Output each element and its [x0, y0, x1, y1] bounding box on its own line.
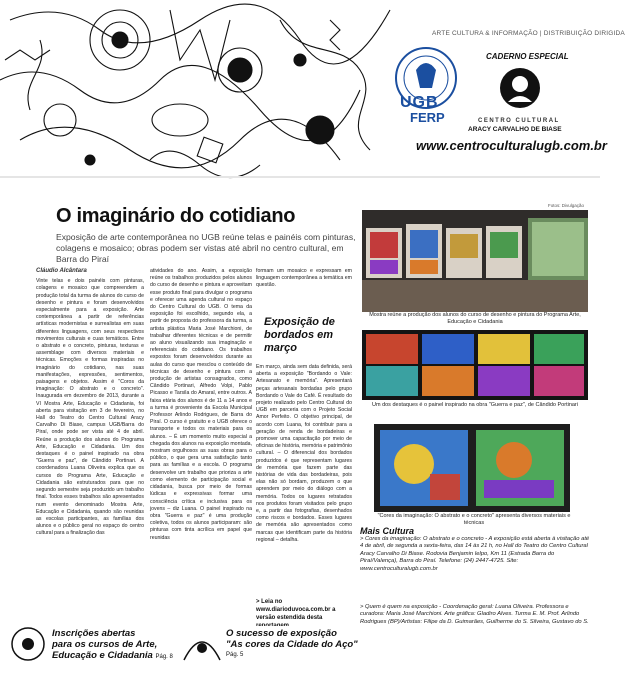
- photo-caption: "Cores da imaginação: O abstrato e o concreto" apresenta diversos materiais e técnicas: [377, 513, 571, 526]
- read-more-link[interactable]: > Leia no www.diarioduvoca.com.br a versão estendida desta: [256, 599, 336, 621]
- centro-cultural-logo: [498, 66, 542, 110]
- promo-cursos[interactable]: Inscrições abertas para os cursos de Arte, Educação e Cidadania Pág. 8: [52, 628, 173, 661]
- page-ref: Pág. 5: [226, 652, 244, 658]
- ferp-wordmark: FERP: [410, 110, 445, 125]
- article-deck: Exposição de arte contemporânea no UGB reúne telas e painéis com pinturas, colagens e mosaico; obras podem ser vistas até abril no centro cultural, em Barra do Piraí: [56, 232, 356, 264]
- mais-cultura-item: > Quem é quem na exposição - Coordenação geral: Luana Oliveira. Professora e curadora: Maria José Marchioni. Arte gráfica: Gladiro Alves. Turma E. M. Prof. Arlindo Rodrigues (BP)/Artistas: Filipe da D. Guimarães, Guilherme do S. Silveira, Gustavo do S.: [360, 604, 589, 625]
- ugb-wordmark: UGB: [400, 94, 439, 111]
- mais-cultura-item: > Cores da imaginação: O abstrato e o concreto - A exposição está aberta à visitação até 4 de abril, de segunda a sexta-feira, das 14 às 21 h, no Hall do Teatro do Centro Cultural Aracy Carvalho Di Biase. Rodovia Benjamin Ielpo, Km 11 (Estrada Barra do Piraí/Valença), Barra do Piraí. Telefone: (24) 2447-4725. Site: www.centroculturalugb.com.br: [360, 536, 590, 572]
- exhibition-photo: [362, 210, 588, 312]
- section-label: CADERNO ESPECIAL: [486, 52, 569, 61]
- footer-doodle-left: [4, 620, 52, 668]
- mosaic-panel-photo: [362, 330, 588, 400]
- centro-cultural-title: CENTRO CULTURAL: [478, 118, 560, 124]
- author-byline: Cláudio Alcântara: [36, 268, 87, 274]
- promo-exposicao[interactable]: O sucesso de exposição "As cores da Cidade do Aço" Pág. 5: [226, 628, 358, 661]
- article-column-3b: [256, 364, 352, 544]
- painting-photo: [374, 424, 570, 512]
- article-column-1: [36, 268, 144, 538]
- photo-caption: Mostra reúne a produção dos alunos do curso de desenho e pintura do Programa Arte, Educação e Cidadania: [369, 312, 581, 325]
- article-title: O imaginário do cotidiano: [56, 205, 296, 227]
- top-strip: ARTE CULTURA & INFORMAÇÃO | DISTRIBUIÇÃO DIRIGIDA: [432, 30, 625, 37]
- header-divider: [0, 176, 600, 178]
- article-text: Vinte telas e dois painéis com pinturas, colagens e mosaico que compreendem a produção total da turma de alunos do curso de desenho e pintura e foram desenvolvidos especialmente para a exposição. Arte contemporânea a partir de referências artísticas modernistas e surrealistas em suas diferentes linguagens, com seus respectivos movimentos culturais e cuas temáticos. Entre o abstrato e o concreto, pinturas, texturas e assemblage com diversos materiais e técnicas. Emoções e formas inspiradas no imaginário do cotidiano, nas suas manifestações, expressões, sentimentos, paisagens e objetos. Assim é "Coros da imaginação: O abstrato e o concreto". Inaugurada em dezembro de 2013, durante a VI Mostra Arte, Educação e Cidadania, foi aberta para visitação em 3 de fevereiro, no Hall do Teatro do Centro Cultural Aracy Carvalho Di Biase, campus UGB/Barra do Piraí, onde pode ser vista até 4 de abril. Reúne a produção dos alunos do Programa Arte, Educação e Cidadania. Um dos destaques é o painel inspirado na obra "Guerra e paz", de Cândido Portinari. A coordenadora Luana Oliveira explica que os cursos do Programa Arte, Educação e Cidadania são estruturados para que no segundo semestre seja produzido um trabalho final. Todos esses trabalhos são apresentados num evento denominado Mostra Arte, Educação e Cidadania, quando são reunidas as escolas participantes, as famílias dos alunos e o público geral no espaço do centro cultural para a finalização das: [36, 278, 144, 537]
- doodle-artwork: [0, 0, 420, 178]
- mais-cultura-heading: Mais Cultura: [360, 526, 415, 536]
- centro-cultural-name: ARACY CARVALHO DE BIASE: [468, 126, 562, 133]
- footer-doodle-mid: [178, 620, 226, 668]
- photo-credit: Fotos: Divulgação: [548, 203, 585, 208]
- article-column-2: [150, 268, 252, 542]
- page-ref: Pág. 8: [155, 654, 173, 660]
- article-text: Em março, ainda sem data definida, será aberta a exposição "Bordando o Vale: Artesanato e memória". Apresentará peças artesanais bordadas pelo grupo Bordando o Vale do Café. É resultado do projeto realizado pelo Centro Cultural do UGB em parceria com o Projeto Social Amor Perfeito. O objetivo principal, de acordo com Luana, foi contribuir para a geração de renda de bordadeiras e promover uma capacitação por meio de oficinas de história, memória e patrimônio cultural. – O diferencial dos bordados produzidos é que representam lugares de memória que fazem parte das histórias de vida das bordadeiras, pois elas não só bordam, produzem o que aprendem por meio do diálogo com a memória. Todos os lugares retratados nos produtos foram visitados pelo grupo e, a partir das fotografias, desenhados como riscos e bordados. Esses lugares de memória são apresentados como marcas que identificam parte da história regional – detalha.: [256, 364, 353, 543]
- article-text: formam um mosaico e expressam em linguagem contemporânea a temática em questão.: [256, 268, 352, 289]
- site-url[interactable]: www.centroculturalugb.com.br: [416, 138, 607, 153]
- photo-caption: Um dos destaques é o painel inspirado na obra "Guerra e paz", de Cândido Portinari: [371, 402, 578, 408]
- subheading: Exposição de bordados em março: [264, 316, 335, 354]
- masthead: [0, 0, 625, 178]
- article-column-3: [256, 268, 352, 290]
- article-text: atividades do ano. Assim, a exposição reúne os trabalhos produzidos pelos alunos do curso de desenho e pintura e aproveitam esse produto final para divulgar o programa e oferecer uma agenda cultural no espaço do Centro Cultural do UGB. O tema da exposição foi escolhido, segundo ela, a partir de proposta do professora da turma, a artista plástica Maria José Marchioni, de trabalhar diferentes técnicas e de permitir ao aluno visualizando sua imaginação e referenciais do cotidiano. Os trabalhos expostos foram desenvolvidos durante as aulas do curso que mesclou o conteúdo de técnicas de desenho e pintura com a produção de artistas consagrados, como Cândido Portinari, Alfredo Volpi, Pablo Picasso e Tarsila do Amaral, entre outros. A faixa etária dos alunos é de 11 a 14 anos e a turma é proveniente da Escola Municipal Professor Arlindo Rodrigues, de Barra do Piraí. O curso é gratuito e o UGB oferece o transporte e todos os materiais para os alunos. – É um momento muito especial a chegada dos alunos na exposição montada, mostram orgulhosos as suas obras para o público, o que gera uma satisfação tanto para as famílias e a escola. O programa desenvolve um trabalho que prioriza a arte como elemento de participação social e cidadania, busca por meio de formas lúdicas e expressivas formar uma consciência crítica e inclusiva para os jovens – diz Luana. O painel inspirado na obra "Guerra e paz" é uma produção coletiva, todos os alunos participaram: são pinturas com tinta acrílica em papel que reunidas: [150, 268, 252, 541]
